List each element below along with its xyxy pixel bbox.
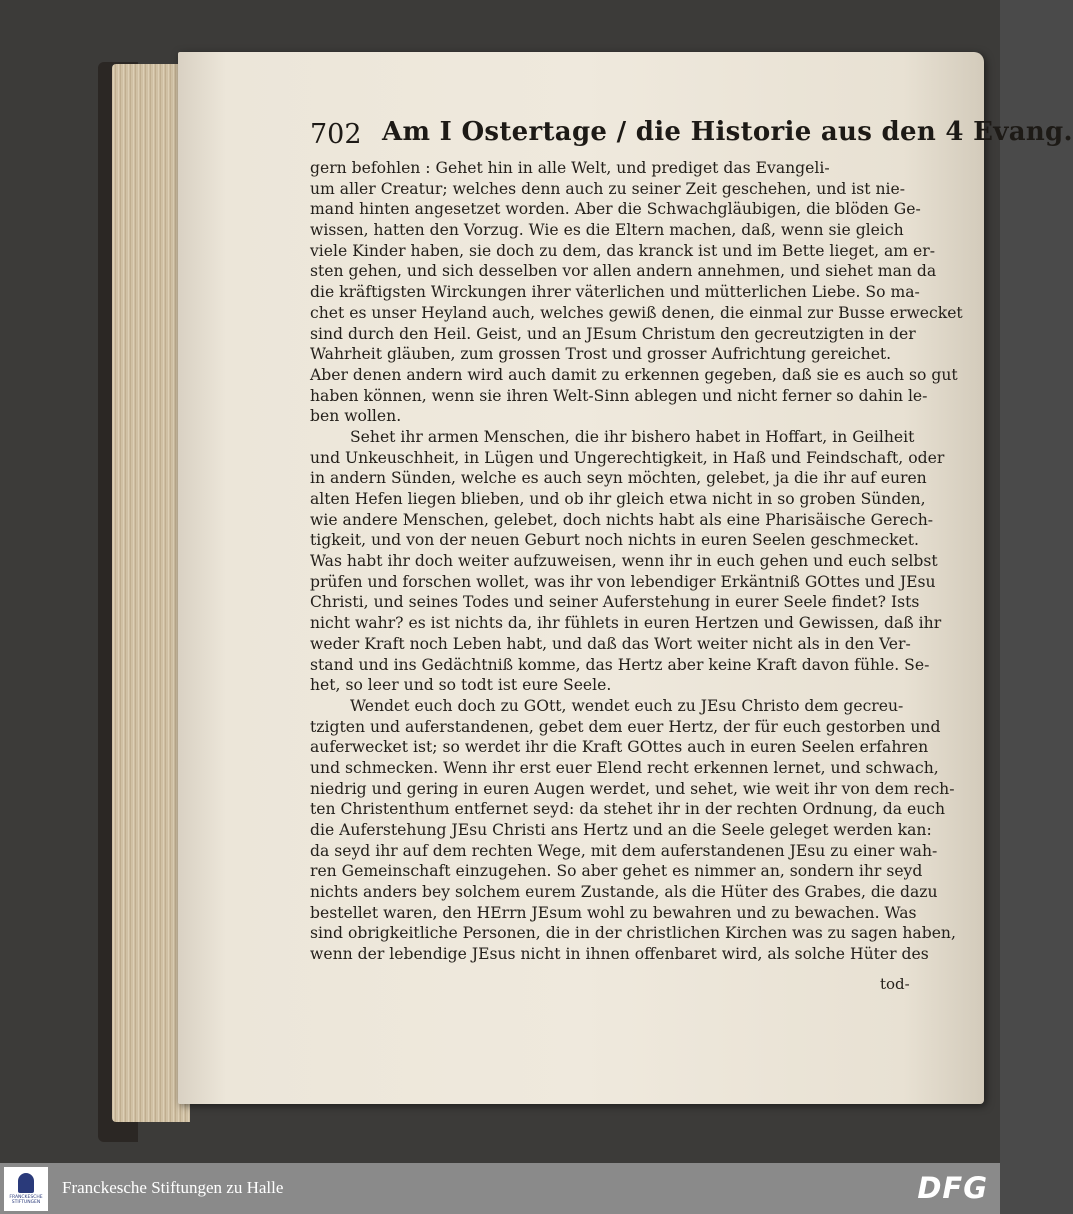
text-line: chet es unser Heyland auch, welches gewiß denen, die einmal zur Busse erwecket <box>310 303 963 322</box>
text-line: gern befohlen : Gehet hin in alle Welt, und prediget das Evangeli- <box>310 159 830 177</box>
text-line: und schmecken. Wenn ihr erst euer Elend recht erkennen lernet, und schwach, <box>310 758 939 777</box>
viewer-footer <box>0 1163 1000 1214</box>
text-line: sind obrigkeitliche Personen, die in der christlichen Kirchen was zu sagen haben, <box>310 924 956 943</box>
text-line: Christi, und seines Todes und seiner Auferstehung in eurer Seele findet? Ists <box>310 593 920 612</box>
text-line: ren Gemeinschaft einzugehen. So aber gehet es nimmer an, sondern ihr seyd <box>310 862 923 881</box>
text-line: prüfen und forschen wollet, was ihr von lebendiger Erkäntniß GOttes und JEsu <box>310 572 936 591</box>
text-line: um aller Creatur; welches denn auch zu seiner Zeit geschehen, und ist nie- <box>310 179 906 198</box>
text-line: Wahrheit gläuben, zum grossen Trost und grosser Aufrichtung gereichet. <box>310 345 892 364</box>
text-line: ben wollen. <box>310 407 402 426</box>
text-line: Was habt ihr doch weiter aufzuweisen, wenn ihr in euch gehen und euch selbst <box>310 552 938 571</box>
running-head-title: Am I Ostertage / die Historie aus den 4 Evang. <box>382 117 1073 147</box>
text-line: tigkeit, und von der neuen Geburt noch nichts in euren Seelen geschmecket. <box>310 531 919 550</box>
text-line: auferwecket ist; so werdet ihr die Kraft GOttes auch in euren Seelen erfahren <box>310 738 929 757</box>
text-line: het, so leer und so todt ist eure Seele. <box>310 676 612 695</box>
text-line: nichts anders bey solchem eurem Zustande, als die Hüter des Grabes, die dazu <box>310 883 938 902</box>
text-line: niedrig und gering in euren Augen werdet, und sehet, wie weit ihr von dem rech- <box>310 779 955 798</box>
text-line: nicht wahr? es ist nichts da, ihr fühlets in euren Hertzen und Gewissen, daß ihr <box>310 614 942 633</box>
franckesche-logo[interactable] <box>4 1167 48 1211</box>
building-icon <box>18 1173 34 1193</box>
text-line: Sehet ihr armen Menschen, die ihr bishero habet in Hoffart, in Geilheit <box>350 427 915 446</box>
body-text <box>310 158 963 965</box>
text-line: die Auferstehung JEsu Christi ans Hertz und an die Seele geleget werden kan: <box>310 821 932 839</box>
text-line: und Unkeuschheit, in Lügen und Ungerechtigkeit, in Haß und Feindschaft, oder <box>310 448 945 467</box>
text-line: viele Kinder haben, sie doch zu dem, das kranck ist und im Bette lieget, am er- <box>310 241 935 260</box>
catchword: tod- <box>880 975 910 993</box>
text-line: mand hinten angesetzet worden. Aber die Schwachgläubigen, die blöden Ge- <box>310 200 921 219</box>
logo-text: FRANCKESCHE STIFTUNGEN <box>9 1195 43 1205</box>
running-head <box>310 115 1073 155</box>
text-line: in andern Sünden, welche es auch seyn möchten, gelebet, ja die ihr auf euren <box>310 469 927 488</box>
text-line: tzigten und auferstandenen, gebet dem euer Hertz, der für euch gestorben und <box>310 717 941 736</box>
page-number: 702 <box>310 119 362 150</box>
institution-name[interactable]: Franckesche Stiftungen zu Halle <box>62 1178 284 1197</box>
text-line: wenn der lebendige JEsus nicht in ihnen offenbaret wird, als solche Hüter des <box>310 945 929 964</box>
text-line: sind durch den Heil. Geist, und an JEsum Christum den gecreutzigten in der <box>310 324 916 343</box>
text-line: haben können, wenn sie ihren Welt-Sinn ablegen und nicht ferner so dahin le- <box>310 386 928 405</box>
text-line: da seyd ihr auf dem rechten Wege, mit dem auferstandenen JEsu zu einer wah- <box>310 841 938 860</box>
text-line: bestellet waren, den HErrn JEsum wohl zu bewahren und zu bewachen. Was <box>310 903 917 922</box>
dfg-logo[interactable]: DFG <box>917 1171 988 1205</box>
text-line: Wendet euch doch zu GOtt, wendet euch zu JEsu Christo dem gecreu- <box>350 696 904 715</box>
text-line: die kräftigsten Wirckungen ihrer väterlichen und mütterlichen Liebe. So ma- <box>310 283 920 302</box>
text-line: wie andere Menschen, gelebet, doch nichts habt als eine Pharisäische Gerech- <box>310 510 934 529</box>
text-line: stand und ins Gedächtniß komme, das Hertz aber keine Kraft davon fühle. Se- <box>310 655 930 674</box>
text-line: wissen, hatten den Vorzug. Wie es die Eltern machen, daß, wenn sie gleich <box>310 221 904 240</box>
text-line: alten Hefen liegen blieben, und ob ihr gleich etwa nicht in so groben Sünden, <box>310 490 926 508</box>
text-line: sten gehen, und sich desselben vor allen andern annehmen, und siehet man da <box>310 262 937 281</box>
text-line: weder Kraft noch Leben habt, und daß das Wort weiter nicht als in den Ver- <box>310 634 911 653</box>
text-line: Aber denen andern wird auch damit zu erkennen gegeben, daß sie es auch so gut <box>310 365 958 384</box>
text-line: ten Christenthum entfernet seyd: da stehet ihr in der rechten Ordnung, da euch <box>310 800 946 819</box>
